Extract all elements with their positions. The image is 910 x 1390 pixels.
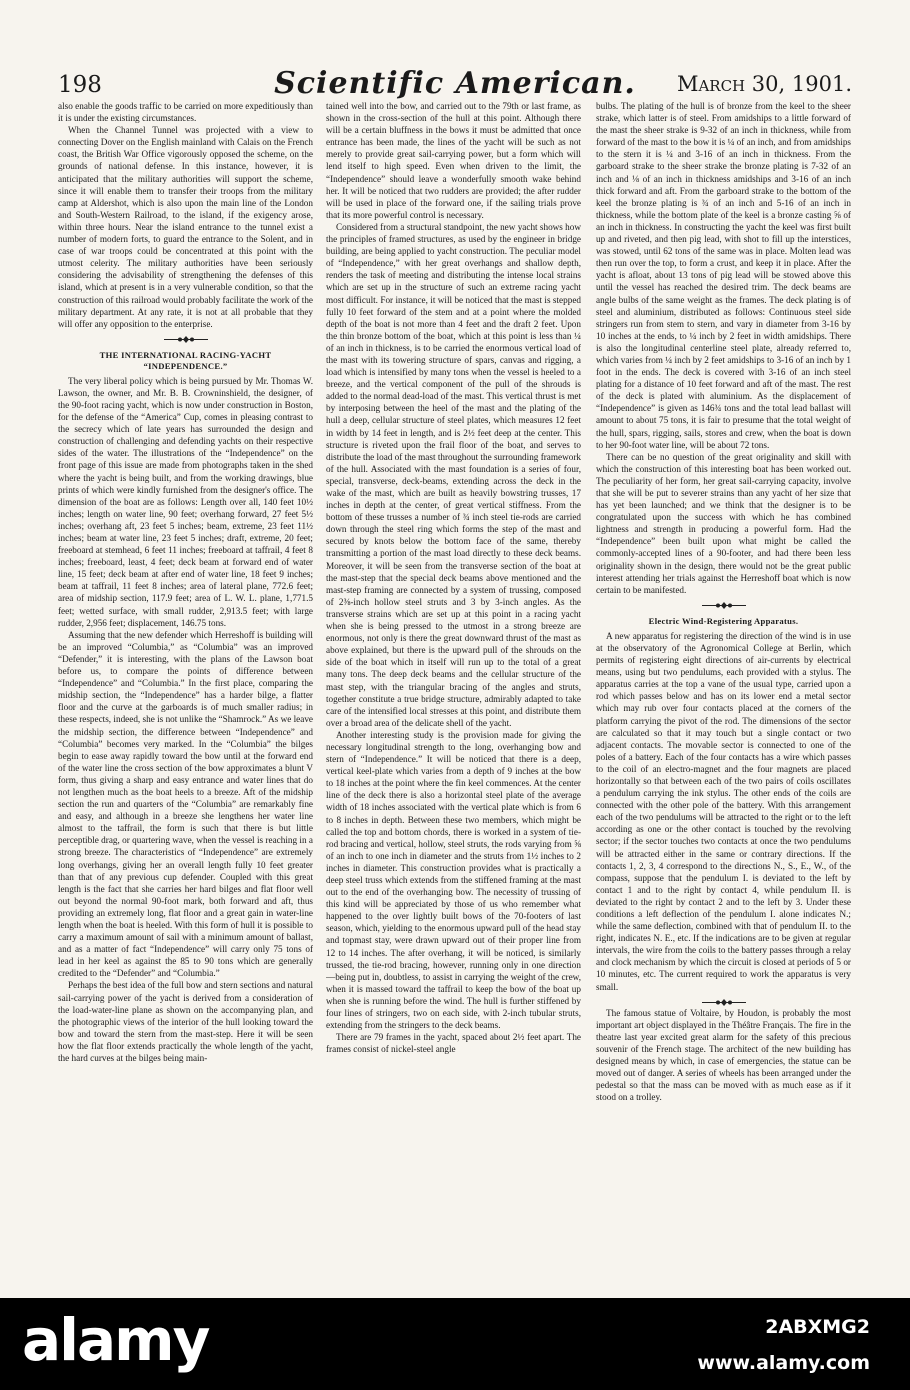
- divider-ornament: [58, 335, 313, 344]
- paragraph: tained well into the bow, and carried out to the 79th or last frame, as shown in the cross-section of the hull at this point. Although there will be a certain bluffness in the bows it must be admitted that once entrance has been made, the lines of the yacht will be such as not merely to provide great sail-carrying power, but a form which will lend itself to high speed. Even when driven to the limit, the “Independence” should leave a wonderfully smooth wake behind her. It will be noticed that two rudders are provided; the after rudder will be used in place of the forward one, if the sailing trials prove that its more powerful control is necessary.: [326, 101, 581, 220]
- paragraph: Assuming that the new defender which Herreshoff is building will be an improved “Columbia,” as “Columbia” was an improved “Defender,” it is interesting, with the plans of the Lawson boat before us, to compare the points of difference between “Independence” and “Columbia.” In the first place, comparing the midship section, the “Independence” has a harder bilge, a flatter floor and the curve at the garboards is of much smaller radius; in these respects, indeed, she is not unlike the “Shamrock.” As we leave the midship section, the difference between “Independence” and “Columbia” becomes very marked. In the “Columbia” the bilges begin to ease away rapidly toward the bow until at the forward end of the water line the cross section of the bow approximates a blunt V form, thus giving a sharp and easy entrance and water lines that do not lengthen much as the boat heels to a breeze. Aft of the midship section the run and quarters of the “Columbia” are remarkably fine and easy, and although in a breeze she lengthens her water line almost to the taffrail, the form is such that there is but little perceptible drag, or quartering wave, when the vessel is reaching in a strong breeze. The characteristics of “Independence” are extremely long overhangs, giving her an overall length fully 10 feet greater than that of any previous cup defender. Coupled with this great length is the fact that she carries her hard bilges and flat floor well out beyond the normal 90-foot mark, both forward and aft, thus providing an extremely long, flat floor and a great gain in water-line length when the boat is heeled. With this form of hull it is possible to carry a maximum amount of sail with a minimum amount of ballast, and as a matter of fact “Independence” will carry only 75 tons of lead in her keel as against the 85 to 90 tons which are generally credited to the “Defender” and “Columbia.”: [58, 629, 313, 979]
- divider-ornament: [596, 601, 851, 610]
- stock-image-id: 2ABXMG2: [765, 1316, 870, 1338]
- paragraph: Another interesting study is the provision made for giving the necessary longitudinal strength to the long, overhanging bow and stern of “Independence.” It will be noticed that there is a deep, vertical keel-plate which varies from a depth of 9 inches at the bow to 18 inches at the point where the fin keel commences. At the center line of the deck there is also a horizontal steel plate of the average width of 18 inches associated with the vertical plate which is from 6 to 8 inches in depth. Between these two members, which might be called the top and bottom chords, there is worked in a system of tie-rod bracing and vertical, hollow, steel struts, the rods varying from ⅝ of an inch to one inch in diameter and the struts from 1½ inches to 2 inches in diameter. This construction provides what is practically a deep steel truss which extends from the stiffened framing at the mast out to the end of the overhanging bow. The necessity of trussing of this kind will be appreciated by those of us who remember what happened to the over lightly built bows of the 70-footers of last season, which, yielding to the enormous upward pull of the head stay and topmast stay, were drawn upward out of their proper line from 12 to 14 inches. The after overhang, it will be noticed, is similarly trussed, the tie-rod bracing, however, running only in one direction—being put in, doubtless, to assist in carrying the weight of the crew, when it is massed toward the taffrail to keep the bow of the boat up when she is running before the wind. The hull is further stiffened by four lines of stringers, two on each side, with 2-inch tubular struts, extending from the stringers to the deck beams.: [326, 729, 581, 1031]
- alamy-logo: alamy: [22, 1306, 209, 1374]
- stock-site-url: www.alamy.com: [697, 1352, 870, 1374]
- paragraph: also enable the goods traffic to be carried on more expeditiously than it is under the existing circumstances.: [58, 101, 313, 124]
- column-3: [596, 100, 851, 1280]
- page-number: 198: [58, 72, 102, 98]
- article-columns: [58, 100, 852, 1280]
- paragraph: There can be no question of the great originality and skill with which the construction of this interesting boat has been worked out. The peculiarity of her form, her great sail-carrying capacity, involve that she will be put to severer strains than any yacht of her size that has yet been launched; and we think that the designer is to be congratulated upon the success with which he has combined lightness and strength in producing a powerful form. Had the “Independence” been built upon what might be called the commonly-accepted lines of a 90-footer, and had there been less originality shown in the design, there would not be the great public interest attending her trials against the Herreshoff boat which is now certain to be manifested.: [596, 451, 851, 595]
- paragraph: There are 79 frames in the yacht, spaced about 2½ feet apart. The frames consist of nickel-steel angle: [326, 1032, 581, 1055]
- article-heading: Electric Wind-Registering Apparatus.: [648, 615, 799, 626]
- column-1: [58, 100, 313, 1280]
- paragraph: A new apparatus for registering the direction of the wind is in use at the observatory of the Agronomical College at Berlin, which permits of registering eight directions of air-currents by electrical means, using but two pendulums, each provided with a stylus. The apparatus carries at the top a vane of the usual type, carried upon a rod which passes below and has on its lower end a metal sector which may rub over four contacts placed at the corners of the platform carrying the pivot of the rod. The dimensions of the sector are calculated so that it may touch but a single contact or two adjacent contacts. The movable sector is connected to one of the poles of a battery. Each of the four contacts has a wire which passes to the coil of an electro-magnet and the four magnets are placed horizontally so that between each of the two pairs of coils oscillates a pendulum carrying the ink stylus. The other ends of the coils are connected with the other pole of the battery. With this arrangement each of the two pendulums will be attracted to the right or to the left according as one or the other contact is touched by the revolving sector; if the sector touches two contacts at once the two pendulums will be attracted either in the same or contrary directions. If the contacts 1, 2, 3, 4 correspond to the directions N., S., E., W., of the compass, suppose that the pendulum I. is deviated to the left by contact 1 and to the right by contact 4, while pendulum II. is deviated to the right by contact 2 and to the left by 3. Under these conditions a left deflection of the pendulum I. alone indicates N.; while the same deflection, combined with that of pendulum II. to the right, indicates N. E., etc. If the indications are to be given at regular intervals, the wire from the coils to the battery passes through a relay and clock mechanism by which the circuit is closed at periods of 5 or 10 minutes, etc. The current required to work the apparatus is very small.: [596, 630, 851, 992]
- paragraph: Perhaps the best idea of the full bow and stern sections and natural sail-carrying power of the yacht is derived from a consideration of the load-water-line plane as shown on the accompanying plan, and the photographic views of the interior of the hull looking toward the bow and toward the stern from the mast-step. Here it will be seen how the flat floor extends practically the whole length of the yacht, the hard curves at the bilges being main-: [58, 980, 313, 1064]
- stock-watermark-bar: [0, 1298, 910, 1390]
- paragraph: When the Channel Tunnel was projected with a view to connecting Dover on the English mainland with Calais on the French coast, the British War Office vigorously opposed the scheme, on the grounds of national defense. In this instance, however, it is anticipated that the military authorities will support the scheme, since it will enable them to transfer their troops from the military camp at Aldershot, which is also upon the main line of the London and South-Western Railroad, to the island, if the exigency arose, within three hours. Near the island entrance to the tunnel exist a number of modern forts, to guard the entrance to the Solent, and in case of war troops could be concentrated at this point with the utmost celerity. The military authorities have been seriously considering the advisability of strengthening the defenses of this island, which at present is in a very vulnerable condition, so that the construction of this railroad would probably facilitate the work of the military department. At any rate, it is not at all probable that they will offer any opposition to the enterprise.: [58, 125, 313, 329]
- paragraph: The famous statue of Voltaire, by Houdon, is probably the most important art object displayed in the Théâtre Français. The fire in the theatre last year excited great alarm for the safety of this precious souvenir of the French stage. The architect of the new building has designed means by which, in case of emergencies, the statue can be moved out of danger. A series of wheels has been arranged under the pedestal so that the mass can be moved with as much ease as if it stood on a trolley.: [596, 1007, 851, 1103]
- paragraph: Considered from a structural standpoint, the new yacht shows how the principles of framed structures, as used by the engineer in bridge building, are being applied to yacht construction. The peculiar model of “Independence,” with her great overhangs and shallow depth, renders the task of meeting and distributing the intense local strains which are set up in the structure of such an extreme racing yacht most difficult. For instance, it will be noticed that the mast is stepped fully 10 feet forward of the stem and at a point where the molded depth of the boat is not more than 4 feet and the draft 2 feet. Upon the thin bronze bottom of the boat, which at this point is less than ¼ of an inch in thickness, is to be carried the enormous vertical load of the mast with its towering structure of spars, canvas and rigging, a load which is intensified by many tons when the vessel is heeled to a breeze, and the vertical component of the pull of the shrouds is added to the normal dead-load of the mast. This vertical thrust is met by interposing between the heel of the mast and the plating of the hull a deep, cellular structure of steel plates, which measures 12 feet in width by 14 feet in length, and is 2½ feet deep at the center. This structure is riveted upon the frail floor of the boat, and serves to distribute the load of the mast throughout the surrounding framework of the hull. Associated with the mast foundation is a series of four, special, transverse, deck-beams, extending across the deck in the wake of the mast, which are built as heavily bowstring trusses, 17 inches in depth at the center, of great vertical stiffness. From the bottom of these trusses a number of ¾ inch steel tie-rods are carried down through the steel ring which forms the step of the mast and secured by knots below the bottom face of the same, thereby transmitting a portion of the mast load directly to these deck beams. Moreover, it will be seen from the transverse section of the boat at the mast-step that the special deck beams above mentioned and the mast-step framing are connected by a system of trussing, composed of 2⅜-inch hollow steel struts and 3 by 3-inch angles. As the transverse strains which are set up at this point in a racing yacht when she is being pressed to the utmost in a strong breeze are enormous, not only is there the great downward thrust of the mast as above explained, but there is the upward pull of the shrouds on the side of the boat which in itself will run up to the total of a great many tons. The deep deck beams and the cellular structure of the mast step, with the triangular bracing of the angles and struts, together constitute a true bridge structure, admirably adapted to take care of the intensified local stresses at this point, and distribute them over a broad area of the delicate shell of the yacht.: [326, 221, 581, 728]
- article-heading: THE INTERNATIONAL RACING-YACHT “INDEPENDENCE.”: [99, 349, 272, 371]
- paragraph: bulbs. The plating of the hull is of bronze from the keel to the sheer strake, which latter is of steel. From amidships to a little forward of the mast the sheer strake is 9-32 of an inch in thickness, while from forward of the mast to the bow it is ¼ of an inch, and from amidships to the stern it is ¼ and 3-16 of an inch in thickness. From the garboard strake to the sheer strake the bronze plating is 7-32 of an inch and ⅛ of an inch in thickness amidships and 3-16 of an inch thick forward and aft. From the garboard strake to the bottom of the keel the bronze plating is ¾ of an inch and 5-16 of an inch in thickness, while the bottom plate of the keel is a bronze casting ⅝ of an inch in thickness. In constructing the yacht the keel was first built up and riveted, and then pig lead, with shot to fill up the interstices, was stowed, until 62 tons of the same was in place. Molten lead was then run over the top, to form a crust, and keep it in place. After the yacht is afloat, about 13 tons of pig lead will be stowed above this until the vessel has reached the desired trim. The deck beams are angle bulbs of the same weight as the frames. The deck plating is of steel and aluminium, distributed as follows: Continuous steel side stringers run from stem to stern, and vary in diameter from 3-16 by 10 inches at the ends, to ¼ inch by 2 feet in width amidships. There is also the longitudinal centerline steel plate, already referred to, which varies from ¼ inch by 2 feet amidships to 3-16 of an inch by 1 foot in the ends. The deck is covered with 3-16 of an inch steel plating for a distance of 10 feet forward and aft of the mast. The rest of the deck is plated with aluminium. As the displacement of “Independence” is given as 146¾ tons and the total lead ballast will amount to about 75 tons, it is fair to presume that the total weight of the hull, spars, rigging, sails, stores and crew, when the boat is down to her 90-foot water line, will be about 72 tons.: [596, 101, 851, 450]
- paragraph: The very liberal policy which is being pursued by Mr. Thomas W. Lawson, the owner, and Mr. B. B. Crowninshield, the designer, of the 90-foot racing yacht, which is now under construction in Boston, for the defense of the “America” Cup, comes in pleasing contrast to the secrecy which of late years has surrounded the design and construction of challenging and defending yachts on their respective sides of the water. The illustrations of the “Independence” on the front page of this issue are made from photographs taken in the shed where the yacht is being built, and from the working drawings, blue prints of which were kindly furnished from the designer's office. The dimension of the boat are as follows: Length over all, 140 feet 10½ inches; length on water line, 90 feet; overhang forward, 27 feet 5½ inches; overhang aft, 23 feet 5 inches; beam, extreme, 23 feet 11½ inches; beam at water line, 23 feet 5 inches; draft, extreme, 20 feet; freeboard at stemhead, 6 feet 11 inches; freeboard at taffrail, 4 feet 8 inches; freeboard, least, 4 feet; deck beam at forward end of water line, 15 feet; deck beam at after end of water line, 18 feet 9 inches; beam at taffrail, 11 feet 8 inches; area of lateral plane, 772.6 feet; area of midship section, 117.9 feet; area of L. W. L. plane, 1,771.5 feet; wetted surface, with small rudder, 2,913.5 feet; with large rudder, 2,956 feet; displacement, 146.75 tons.: [58, 375, 313, 628]
- column-2: [326, 100, 581, 1280]
- divider-ornament: [596, 998, 851, 1007]
- masthead-title: Scientific American.: [274, 66, 636, 101]
- issue-date: March 30, 1901.: [676, 72, 852, 96]
